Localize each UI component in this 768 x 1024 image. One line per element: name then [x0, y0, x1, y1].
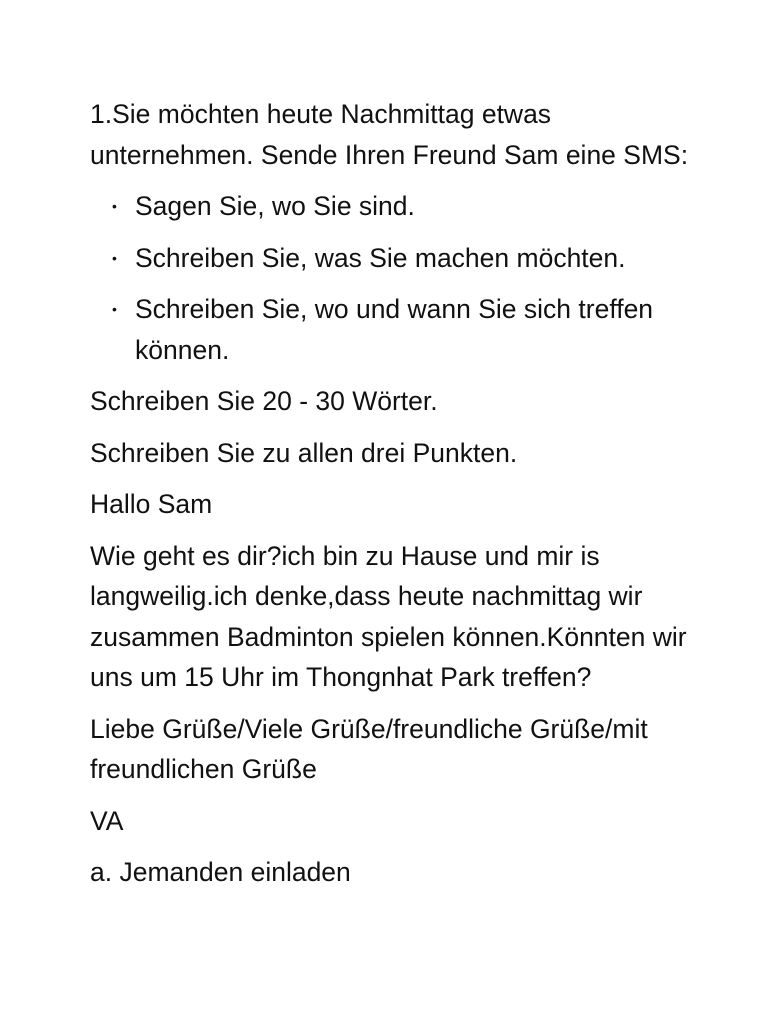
message-body: Wie geht es dir?ich bin zu Hause und mir is langweilig.ich denke,dass heute nachmittag wir zusammen Badminton spielen können.Könnten wir uns um 15 Uhr im Thongnhat Park treffen?: [90, 540, 687, 692]
task-intro: 1.Sie möchten heute Nachmittag etwas unternehmen. Sende Ihren Freund Sam eine SMS:: [90, 99, 689, 170]
bullet-text: Sagen Sie, wo Sie sind.: [135, 191, 415, 221]
bullet-icon: •: [112, 301, 117, 317]
task-bullet-list: [90, 186, 690, 370]
message-signature: VA: [90, 805, 124, 836]
bullet-text: Schreiben Sie, was Sie machen möchten.: [135, 242, 626, 273]
document-page: [90, 94, 690, 904]
bullet-text: Schreiben Sie, wo und wann Sie sich treffen können.: [135, 294, 654, 365]
bullet-icon: •: [112, 249, 117, 266]
points-instruction: Schreiben Sie zu allen drei Punkten.: [90, 437, 518, 468]
message-closing: Liebe Grüße/Viele Grüße/freundliche Grüße/mit freundlichen Grüße: [90, 713, 648, 784]
list-item: [90, 186, 690, 227]
message-greeting: Hallo Sam: [90, 489, 213, 519]
list-item: [90, 289, 690, 370]
bullet-icon: •: [112, 198, 117, 214]
section-heading: a. Jemanden einladen: [90, 857, 351, 887]
list-item: [90, 238, 690, 279]
word-count-instruction: Schreiben Sie 20 - 30 Wörter.: [90, 386, 438, 416]
